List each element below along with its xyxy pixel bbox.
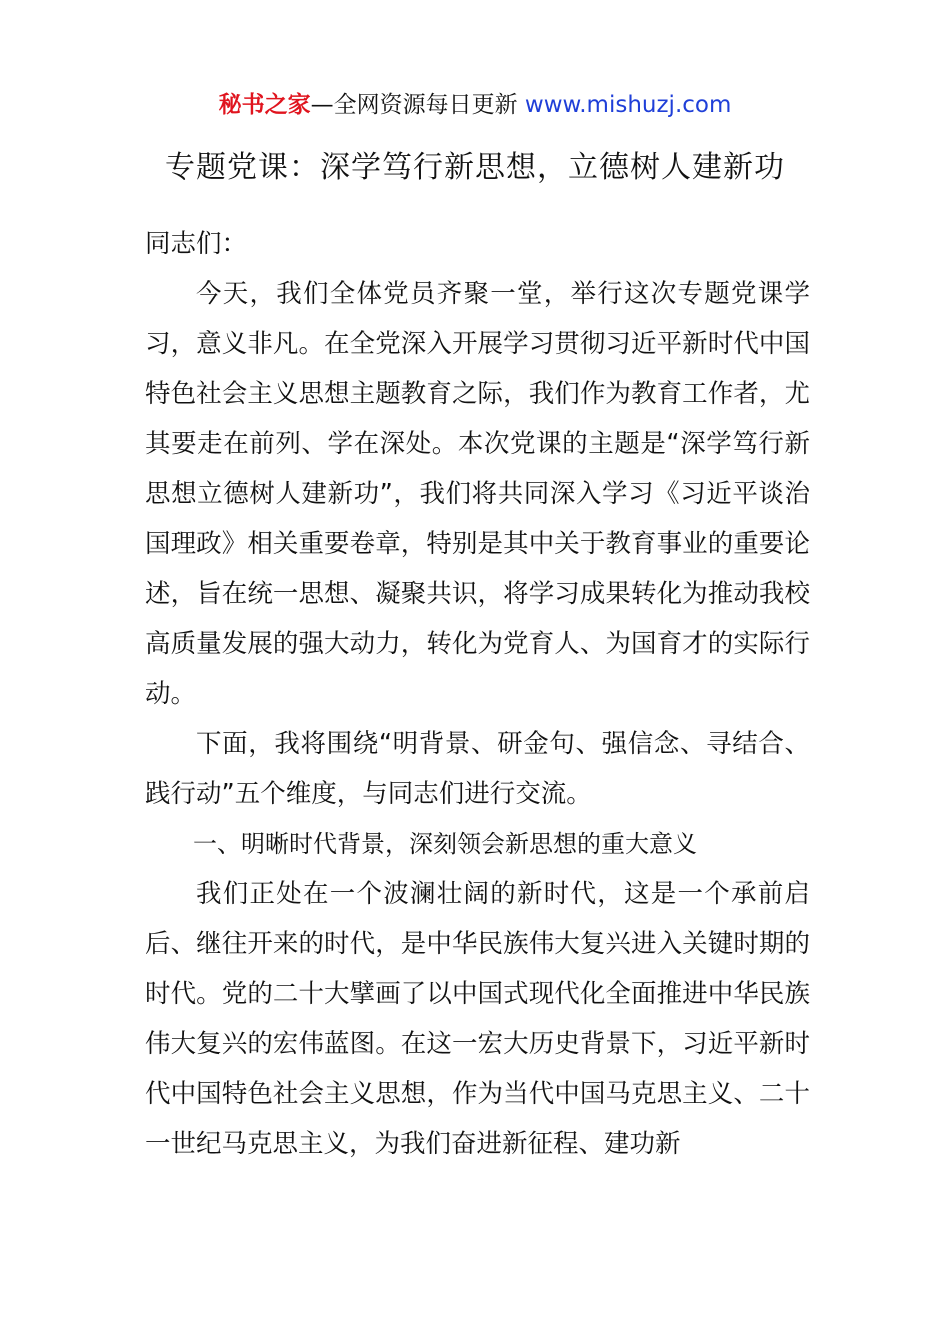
document-body — [145, 219, 810, 1169]
site-header — [0, 88, 950, 122]
site-url-link[interactable]: www.mishuzj.com — [524, 92, 732, 118]
outline-paragraph: 下面，我将围绕“明背景、研金句、强信念、寻结合、践行动”五个维度，与同志们进行交流。 — [145, 729, 810, 809]
section-paragraph: 我们正处在一个波澜壮阔的新时代，这是一个承前启后、继往开来的时代，是中华民族伟大复兴进入关键时期的时代。党的二十大擘画了以中国式现代化全面推进中华民族伟大复兴的宏伟蓝图。在这一宏大历史背景下，习近平新时代中国特色社会主义思想，作为当代中国马克思主义、二十一世纪马克思主义，为我们奋进新征程、建功新 — [145, 879, 810, 1159]
intro-paragraph: 今天，我们全体党员齐聚一堂，举行这次专题党课学习，意义非凡。在全党深入开展学习贯彻习近平新时代中国特色社会主义思想主题教育之际，我们作为教育工作者，尤其要走在前列、学在深处。本次党课的主题是“深学笃行新思想立德树人建新功”，我们将共同深入学习《习近平谈治国理政》相关重要卷章，特别是其中关于教育事业的重要论述，旨在统一思想、凝聚共识，将学习成果转化为推动我校高质量发展的强大动力，转化为党育人、为国育才的实际行动。 — [145, 279, 810, 709]
salutation: 同志们： — [145, 229, 248, 259]
site-name: 秘书之家 — [218, 92, 311, 118]
document-title: 专题党课：深学笃行新思想，立德树人建新功 — [165, 150, 785, 185]
section-heading: 一、明晰时代背景，深刻领会新思想的重大意义 — [193, 830, 697, 858]
site-slogan: —全网资源每日更新 — [310, 92, 525, 118]
